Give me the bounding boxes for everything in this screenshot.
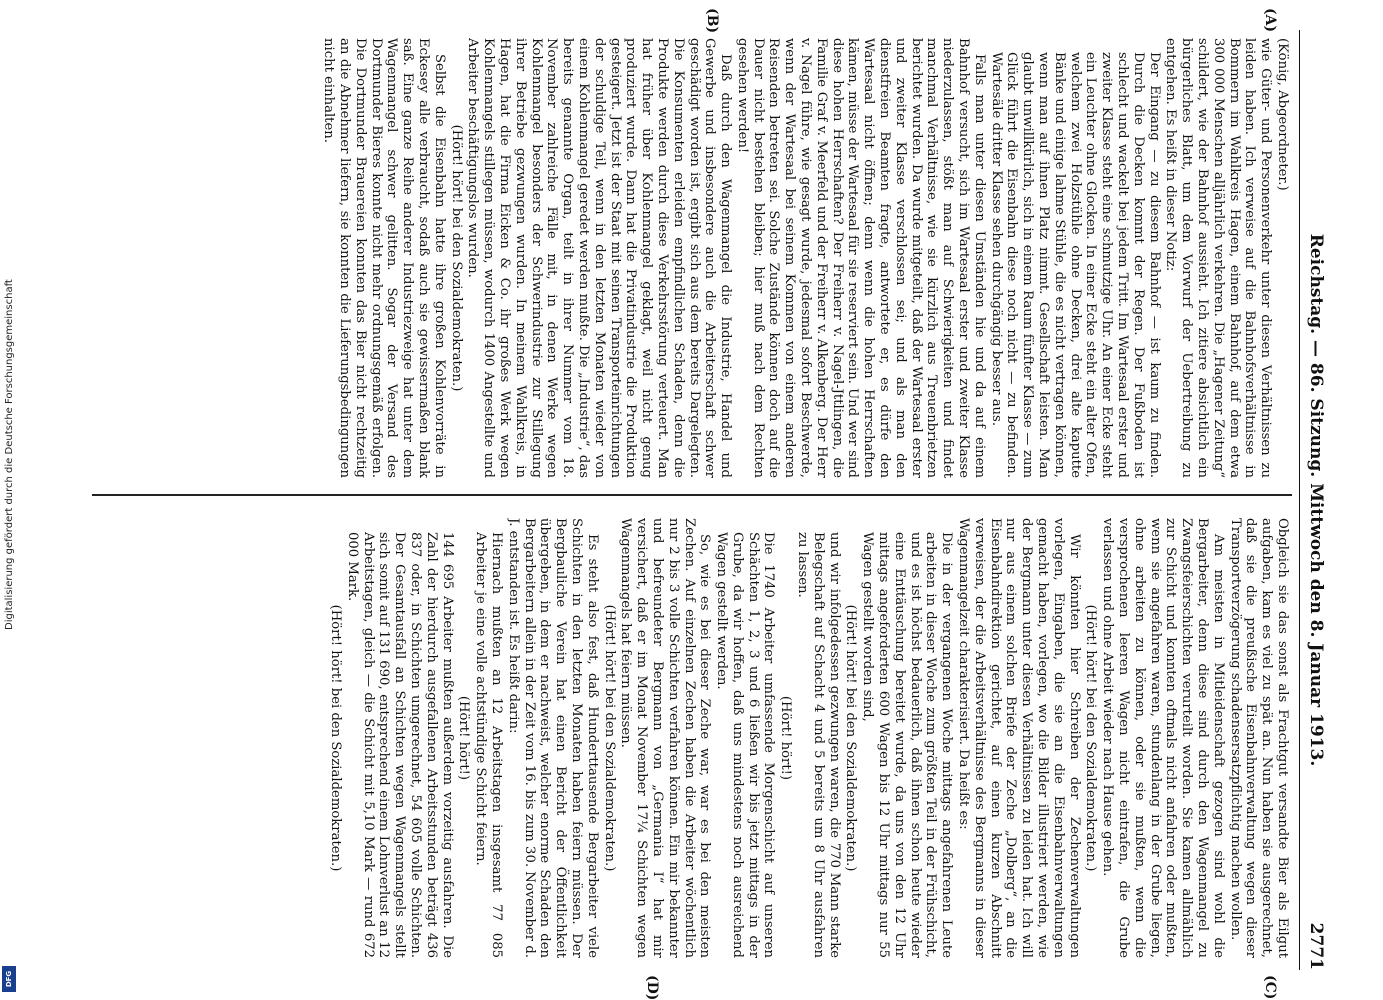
paragraph: und wir infolgedessen gezwungen waren, die 770 Mann starke Belegschaft auf Schacht 4 und 5 bereits um 8 Uhr ausfahren zu lassen. bbox=[795, 532, 842, 958]
page-number: 2771 bbox=[1306, 922, 1326, 970]
margin-marker-a: (A) bbox=[1262, 8, 1278, 33]
paragraph: (Hört! hört!) bbox=[778, 695, 794, 781]
paragraph: Die in der vergangenen Woche mittags angefahrenen Leute arbeiten in dieser Woche zum größten Teil in der Frühschicht, und es ist höchst bedauerlich, daß ihnen schon heute wieder eine Enttäuschung bereitet wurde, da uns von den 12 Uhr mittags angeforderten 600 Wagen bis 12 Uhr mittags nur 55 Wagen gestellt worden sind, bbox=[860, 532, 955, 958]
dfg-logo-text: DFG bbox=[5, 970, 13, 988]
document-sheet bbox=[50, 0, 1340, 1000]
dfg-logo bbox=[2, 966, 16, 992]
paragraph: Am meisten in Mitleidenschaft gezogen sind wohl die Bergarbeiter, denn diese sind durch den Wagenmangel zu Zwangsfeierschichten verurteilt worden. Sie kamen allmählich zur Schicht und konnten oftmals nicht anfahren oder mußten, wenn sie angefahren waren, stundenlang in der Grube liegen, ohne arbeiten zu können, oder sie mußten, wenn die versprochenen leeren Wagen nicht eintrafen, die Grube verlassen und ohne Arbeit wieder nach Hause gehen. bbox=[1100, 518, 1226, 958]
paragraph: (Hört! hört! bei den Sozialdemokraten.) bbox=[327, 604, 343, 872]
paragraph: Es steht also fest, daß Hunderttausende Bergarbeiter viele Schichten in den letzten Monaten haben feiern müssen. Der Bergbauliche Verein hat einen Bericht der Öffentlichkeit übergeben, in dem er nachweist, welcher enorme Schaden den Bergarbeitern allein in der Zeit vom 16. bis zum 30. November d. J. entstanden ist. Es heißt darin: bbox=[505, 518, 600, 958]
paragraph: So, wie es bei dieser Zeche war, war es bei den meisten Zechen. Auf einzelnen Zechen haben die Arbeiter wöchentlich nur 2 bis 3 volle Schichten verfahren können. Ein mir bekannter und befreundeter Bergmann von „Germania I“ hat mir versichert, daß er im Monat November 17¼ Schichten wegen Wagenmangels hat feiern müssen. bbox=[618, 518, 713, 958]
margin-marker-b: (B) bbox=[704, 8, 720, 34]
running-header bbox=[1299, 30, 1326, 970]
paragraph: (Hört! hört! bei den Sozialdemokraten.) bbox=[601, 604, 617, 872]
paragraph: (König, Abgeordneter.) bbox=[1275, 38, 1290, 191]
paragraph: Der Eingang — zu diesem Bahnhof — ist kaum zu finden. Durch die Decken kommt der Regen. Der Fußboden ist schlecht und wackelt bei jedem Tritt. Im Wartesaal erster und zweiter Klasse steht eine schmutzige Uhr. An einer Ecke steht ein Leuchter ohne Glocken. In einer Ecke steht ein alter Ofen, welchem zwei Holzstühle ohne Decken, drei alte kaputte Bänke und einige lahme Stühle, die es nicht vertragen können, wenn man auf ihnen Platz nimmt. Gesellschaft leisten. Man glaubt unwillkürlich, sich in einem Raum fünfter Klasse — zum Glück führt die Eisenbahn diese noch nicht — zu befinden. Wartesäle dritter Klasse sehen durchgängig besser aus. bbox=[988, 52, 1162, 478]
paragraph: Wir könnten hier Schreiben der Zechenverwaltungen vorlegen, Eingaben, die sie an die Eisenbahnverwaltungen gemacht haben, vorlegen, wo die Bilder illustriert werden, wie der Bergmann unter diesen Verhältnissen zu leiden hat. Ich will nur aus einem solchen Briefe der Zeche „Dolberg“, an die Eisenbahndirektion gerichtet, auf einen kurzen Abschnitt verweisen, der die Arbeitsverhältnisse des Bergmanns in dieser Wagenmangelzeit charakterisiert. Da heißt es: bbox=[956, 518, 1082, 958]
paragraph: (Hört! hört! bei den Sozialdemokraten.) bbox=[1083, 604, 1099, 872]
column-divider bbox=[92, 494, 1292, 496]
paragraph: 144 695 Arbeiter mußten außerdem vorzeitig ausfahren. Die Zahl der hierdurch ausgefallenen Arbeitsstunden beträgt 436 837 oder, in Schichten umgerechnet, 54 605 volle Schichten. Der Gesamtausfall an Schichten wegen Wagenmangels stellt sich somit auf 131 690, entsprechend einem Lohnverlust an 12 Arbeitstagen, gleich — die Schicht mit 5,10 Mark — rund 672 000 Mark. bbox=[344, 532, 455, 958]
paragraph: (Hört! hört!) bbox=[456, 695, 472, 781]
header-title: Reichstag. — 86. Sitzung. Mittwoch den 8. Januar 1913. bbox=[1306, 233, 1326, 767]
paragraph: (Hört! hört! bei den Sozialdemokraten.) bbox=[448, 124, 464, 392]
margin-marker-c: (C) bbox=[1262, 975, 1278, 1000]
paragraph: Obgleich sie das sonst als Frachtgut versandte Bier als Eilgut aufgaben, kam es viel zu spät an. Nun haben sie ausgerechnet, daß sie die preußische Eisenbahnverwaltung wegen dieser Transportverzögerung schadensersatzpflichtig machen wollen. bbox=[1227, 518, 1290, 958]
paragraph: (Hört! hört! bei den Sozialdemokraten.) bbox=[843, 604, 859, 872]
left-text-column bbox=[80, 38, 1290, 478]
paragraph: Die 1740 Arbeiter umfassende Morgenschicht auf unseren Schächten 1, 2, 3 und 6 ließen wir bis jetzt mittags in der Grube, da wir hoffen, daß uns mindestens noch ausreichend Wagen gestellt werden. bbox=[714, 532, 777, 958]
paragraph: Daß durch den Wagenmangel die Industrie, Handel und Gewerbe und insbesondere auch die Arbeiterschaft schwer geschädigt worden ist, ergibt sich aus dem bereits Dargelegten. Die Konsumenten erleiden empfindlichen Schaden, denn die Produkte werden durch diese Verkehrsstörung verteuert. Man hat früher über Kohlenmangel geklagt, weil nicht genug produziert wurde. Dann hat die Privatindustrie die Produktion gesteigert. Jetzt ist der Staat mit seinen Transporteinrichtungen der schuldige Teil, wenn in den letzten Monaten wieder von einem Kohlenmangel geredet werden mußte. Die „Industrie“, das bereits genannte Organ, teilt in ihrer Nummer vom 18. November zahlreiche Fälle mit, in denen Werke wegen Kohlenmangel besonders der Schwerindustrie zur Stillegung ihrer Betriebe gezwungen wurden. In meinem Wahlkreis, in Hagen, hat die Firma Eicken & Co. ihr großes Werk wegen Kohlenmangels stillegen müssen, wodurch 1400 Angestellte und Arbeiter beschäftigungslos wurden. bbox=[465, 38, 734, 478]
paragraph: Hiernach mußten an 12 Arbeitstagen insgesamt 77 085 Arbeiter je eine volle achtstündige Schicht feiern. bbox=[473, 532, 504, 958]
paragraph: Falls man unter diesen Umständen hie und da auf einem Bahnhof versucht, sich im Wartesaal erster und zweiter Klasse niederzulassen, stößt man auf Schwierigkeiten und findet manchmal Verhältnisse, wie sie kürzlich aus Treuenbrietzen berichtet wurden. Da wurde mitgeteilt, daß der Wartesaal erster und zweiter Klasse verschlossen sei; und als man den dienstfreien Beamten fragte, antwortete er, es dürfe den Wartesaal nicht öffnen; denn wenn die hohen Herrschaften kämen, müsse der Wartesaal für sie reserviert sein. Und wer sind diese hohen Herrschaften? Der Freiherr v. Nagel-Jttlingen, die Familie Graf v. Meerfeld und der Freiherr v. Alkenberg. Der Herr v. Nagel führe, wie gesagt wurde, jedesmal sofort Beschwerde, wenn der Wartesaal bei seinem Kommen von einem anderen Reisenden betreten sei. Solche Zustände können doch auf die Dauer nicht bestehen bleiben; hier muß nach dem Rechten gesehen werden! bbox=[734, 38, 987, 478]
margin-marker-d: (D) bbox=[644, 975, 660, 1000]
right-text-column bbox=[80, 518, 1290, 958]
digitization-credit: Digitalisierung gefördert durch die Deutsche Forschungsgemeinschaft bbox=[4, 279, 15, 630]
paragraph: Selbst die Eisenbahn hatte ihre großen Kohlenvorräte in Eckesey alle verbraucht, sodaß auch sie gewissermaßen blank saß. Eine ganze Reihe anderer Industriezweige hat unter dem Wagenmangel schwer gelitten. Sogar der Versand des Dortmunder Bieres konnte nicht mehr ordnungsgemäß erfolgen. Die Dortmunder Brauereien konnten das Bier nicht rechtzeitig an die Abnehmer liefern, sie konnten die Lieferungsbedingungen nicht einhalten. bbox=[321, 38, 447, 478]
paragraph: wie Güter- und Personenverkehr unter diesen Verhältnissen zu leiden haben. Ich verweise auf die Bahnhofsverhältnisse in Bommern im Wahlkreis Hagen, einem Bahnhof, auf dem etwa 300 000 Menschen alljährlich verkehren. Die „Hagener Zeitung“ schildert, wie der Bahnhof aussieht. Ich zitiere absichtlich ein bürgerliches Blatt, um dem Vorwurf der Uebertreibung zu entgehen. Es heißt in dieser Notiz: bbox=[1163, 38, 1274, 478]
